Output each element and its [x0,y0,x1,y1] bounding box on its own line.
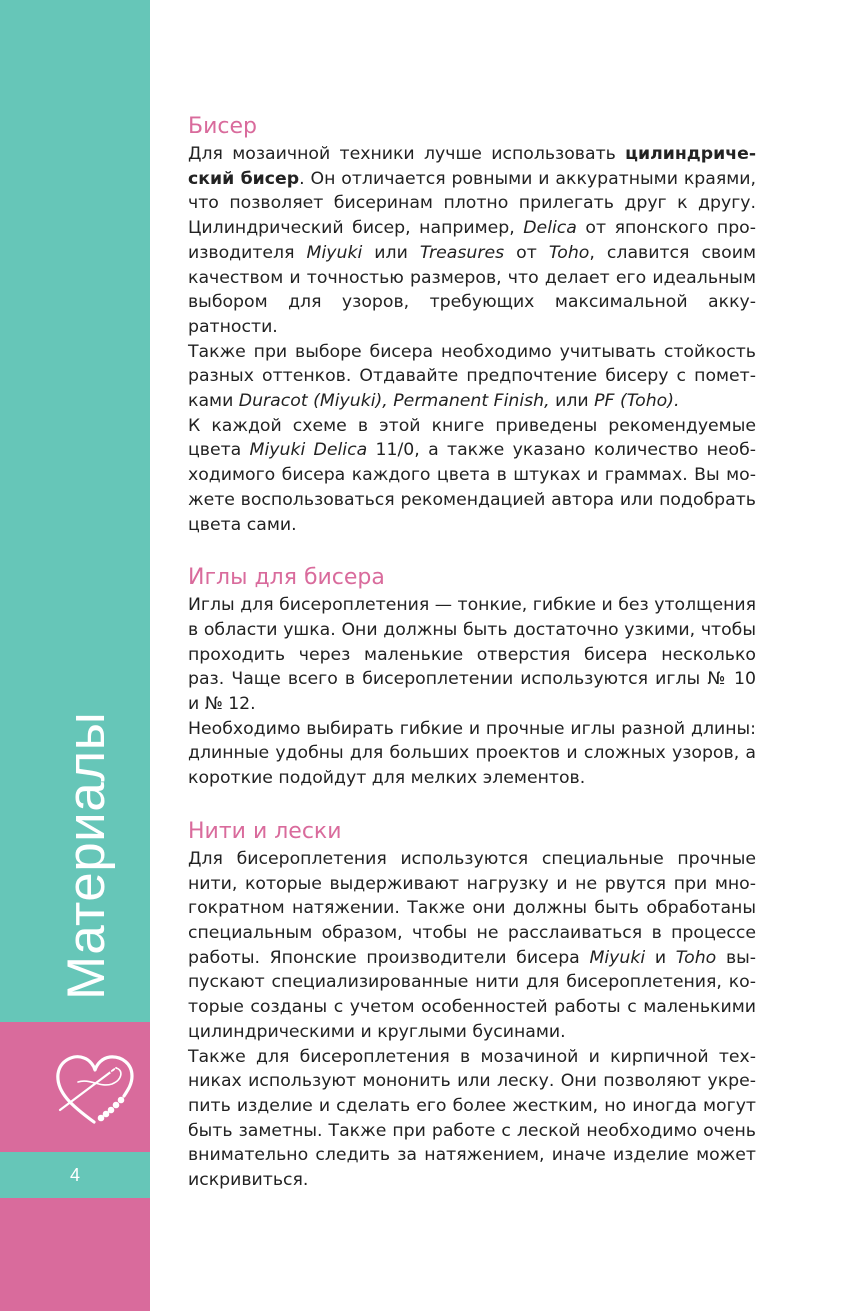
paragraph [188,593,756,717]
italic-text: Delica [523,218,577,239]
section [188,563,756,791]
paragraph [188,340,756,414]
italic-text: Miyuki [589,947,646,968]
italic-text: Miyuki [306,242,363,263]
section-heading: Иглы для бисера [188,565,385,591]
section [188,817,756,1193]
paragraph [188,414,756,538]
section-label: Материалы [57,711,116,1000]
italic-text: Duracot (Miyuki), Permanent Finish, [238,391,550,412]
main-content [188,112,756,1219]
italic-text: Miyuki Delica [249,440,368,461]
italic-text: Toho [675,947,717,968]
sidebar-pink-bottom-band [0,1198,150,1311]
paragraph [188,717,756,791]
italic-text: PF (Toho). [594,391,680,412]
text-run: от [504,242,549,263]
text-run: Также при выборе бисера необходимо учитывать стойкость разных оттенков. Отдавайте предпочтение бисеру с пометками [188,341,756,412]
text-run: К каждой схеме в этой книге приведены рекомендуемые цвета [188,415,756,461]
sidebar [0,0,150,1311]
section [188,112,756,537]
text-run: Необходимо выбирать гибкие и прочные иглы разной длины: длинные удобны для больших проектов и сложных узоров, а короткие подойдут для мелких элементов. [188,718,756,789]
paragraph [188,1045,756,1193]
text-run: . Он отличается ровными и аккуратными краями, что позволяет бисеринам плотно прилегать друг к другу. Цилиндрический бисер, например, [188,168,756,239]
italic-text: Toho [548,242,590,263]
text-run: Для мозаичной техники лучше использовать [188,144,626,164]
text-run: Иглы для бисероплетения — тонкие, гибкие и без утолщения в области ушка. Они должны быть достаточно узкими, чтобы проходить через маленькие отверстия бисера несколько раз. Чаще всего в бисероплетении используются иглы № 10 и № 12. [188,595,756,715]
text-run: Также для бисероплетения в мозачиной и кирпичной техниках используют мононить или леску. Они позволяют укрепить изделие и сделать его более жестким, но иногда могут быть заметны. Также при работе с леской необходимо очень внимательно следить за натяжением, иначе изделие может искривиться. [188,1046,756,1191]
text-run: 11/0, а также указано количество необходимого бисера каждого цвета в штуках и граммах. Вы можете воспользоваться рекомендацией автора или подобрать цвета сами. [188,440,756,535]
section-heading: Бисер [188,114,257,139]
text-run: от японского производителя [188,218,756,263]
paragraph [188,142,756,340]
heart-with-needle-icon [50,1048,140,1128]
text-run: или [362,242,420,263]
text-run: или [549,391,595,412]
section-heading: Нити и лески [188,818,342,844]
paragraph [188,847,756,1045]
page-number: 4 [69,1165,80,1185]
text-run: и [645,947,676,968]
text-run: выпускают специализированные нити для бисероплетения, которые созданы с учетом особенностей работы с маленькими цилиндрическими и круглыми бусинами. [188,947,757,1042]
text-run: Для бисероплетения используются специальные прочные нити, которые выдерживают нагрузку и не рвутся при многократном натяжении. Также они должны быть обработаны специальным образом, чтобы не расслаиваться в процессе работы. Японские производители бисера [188,848,756,968]
text-run: , славится своим качеством и точностью размеров, что делает его идеальным выбором для узоров, требующих максимальной аккуратности. [188,242,756,337]
bold-text: цилиндрический бисер [188,144,756,189]
italic-text: Treasures [419,242,505,263]
